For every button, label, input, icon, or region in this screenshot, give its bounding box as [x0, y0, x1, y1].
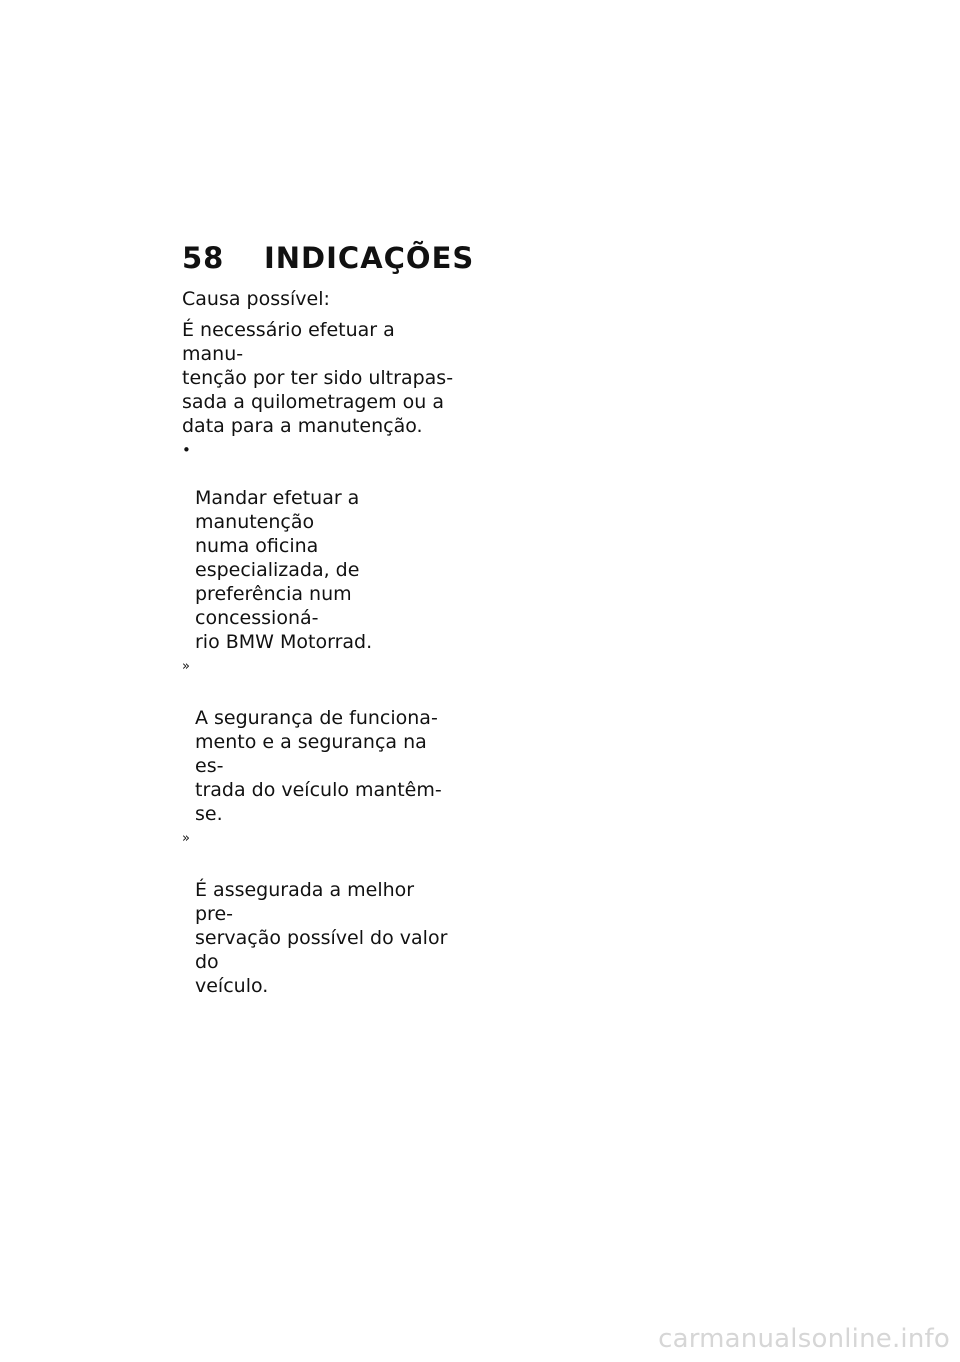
bullet-icon: • — [182, 441, 191, 459]
watermark-link[interactable]: carmanualsonline.info — [658, 1324, 950, 1354]
result-arrow-icon: » — [182, 659, 190, 674]
page-header — [182, 241, 474, 275]
result-item — [182, 830, 457, 998]
result-text: A segurança de funciona- mento e a segurança na es- trada do veículo mantêm-se. — [195, 707, 442, 825]
page-content — [182, 287, 457, 998]
action-text: Mandar efetuar a manutenção numa oficina especializada, de preferência num concessioná- rio BMW Motorrad. — [195, 487, 373, 653]
page-number: 58 — [182, 241, 225, 275]
section-title: INDICAÇÕES — [264, 241, 475, 275]
action-item — [182, 438, 457, 654]
result-item — [182, 658, 457, 826]
result-arrow-icon: » — [182, 831, 190, 846]
result-text: É assegurada a melhor pre- servação possível do valor do veículo. — [195, 879, 448, 997]
cause-text: É necessário efetuar a manu- tenção por ter sido ultrapas- sada a quilometragem ou a data para a manutenção. — [182, 319, 454, 437]
cause-label: Causa possível: — [182, 288, 330, 310]
